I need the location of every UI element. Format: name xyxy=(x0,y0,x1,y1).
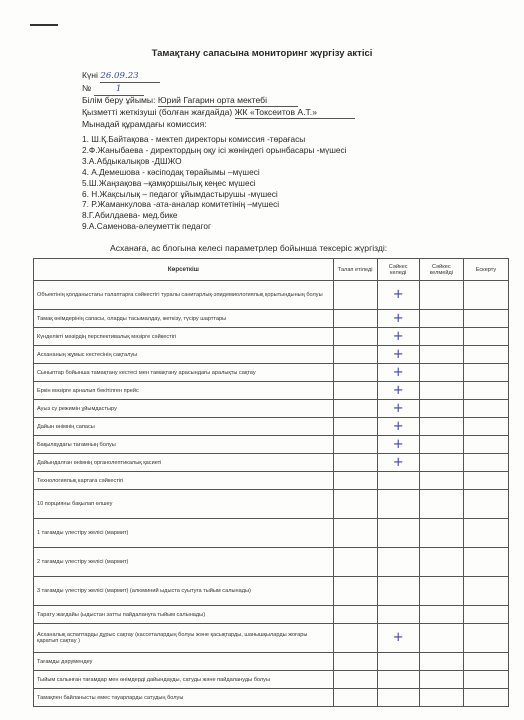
table-row xyxy=(34,364,509,382)
table-row xyxy=(34,671,509,689)
compliant-mark xyxy=(377,689,419,707)
compliant-mark: + xyxy=(377,624,419,653)
compliant-mark: + xyxy=(377,418,419,436)
table-row xyxy=(34,472,509,490)
supplier-value: ЖК «Токсеитов А.Т.» xyxy=(235,107,355,119)
number-line xyxy=(82,83,144,96)
row-indicator: Тарату жағдайы (ыдыстан затты пайдалануға тыйым салынады) xyxy=(34,606,334,624)
row-indicator: 10 порцияны бақылап өлшеу xyxy=(34,490,334,519)
table-row xyxy=(34,490,509,519)
table-row xyxy=(34,624,509,653)
table-row xyxy=(34,346,509,364)
compliant-mark xyxy=(377,472,419,490)
inspection-intro: Асханаға, ас блогына келесі параметрлер бойынша тексеріс жүргізді: xyxy=(110,243,388,253)
compliant-mark: + xyxy=(377,400,419,418)
row-indicator: Сыныптар бойынша тамақтану кестесі мен тамақтану арасындағы аралықты сақтау xyxy=(34,364,334,382)
table-row xyxy=(34,328,509,346)
member-item: 9.А.Саменова-әлеуметтік педагог xyxy=(82,221,211,232)
school-value: Юрий Гагарин орта мектебі xyxy=(158,95,298,107)
row-indicator: Асханалық аспаптарды дұрыс сақтау (кассеталардың болуы және қасықтарды, шанышқыларды жоғары қаратып сақтау ) xyxy=(34,624,334,653)
row-indicator: Еркін мәзірге арналып бекітілген прейс xyxy=(34,382,334,400)
table-row xyxy=(34,400,509,418)
row-indicator: Асхананың жұмыс кестесінің сақталуы xyxy=(34,346,334,364)
header-required: Талап етіледі xyxy=(333,259,377,281)
row-indicator: 1 тағамды үлестіру желісі (мармит) xyxy=(34,519,334,548)
table-row xyxy=(34,454,509,472)
row-indicator: Дайындалған өнімнің органолептикалық қасиеті xyxy=(34,454,334,472)
corner-mark xyxy=(30,24,58,26)
table-row xyxy=(34,577,509,606)
row-indicator: Дайын өнімнің сапасы xyxy=(34,418,334,436)
member-item: 3.А.Абдыкалықов -ДШЖО xyxy=(82,155,182,166)
date-line xyxy=(82,70,160,83)
member-item: 1. Ш.Қ.Байтақова - мектеп директоры комиссия -төрағасы xyxy=(82,134,306,144)
compliant-mark: + xyxy=(377,382,419,400)
compliant-mark: + xyxy=(377,328,419,346)
table-row xyxy=(34,653,509,671)
member-item: 7. Р.Жаманкулова -ата-аналар комитетінің –мүшесі xyxy=(82,199,280,210)
row-indicator: Тыйым салынған тағамдар мен өнімдерді дайындауды, сатуды және пайдалануды болуы xyxy=(34,671,334,689)
row-indicator: Бақылаудағы тағамның болуы xyxy=(34,436,334,454)
table-row xyxy=(34,310,509,328)
member-item: 5.Ш.Жаңзақова –қамқоршылық кеңес мүшесі xyxy=(82,177,256,188)
row-indicator: Тамақпен байланысты емес тауарларды сатудың болуы xyxy=(34,689,334,707)
table-row xyxy=(34,281,509,310)
compliant-mark: + xyxy=(377,310,419,328)
row-indicator: Технологиялық картаға сәйкестігі xyxy=(34,472,334,490)
row-indicator: 2 тағамды үлестіру желісі (мармит) xyxy=(34,548,334,577)
table-row xyxy=(34,519,509,548)
member-item: 4. А.Демешова - кәсіподақ төрайымы –мүшесі xyxy=(82,166,260,177)
table-row xyxy=(34,689,509,707)
supplier-line xyxy=(82,107,355,119)
header-indicator: Көрсеткіш xyxy=(34,259,334,281)
compliant-mark: + xyxy=(377,436,419,454)
table-row xyxy=(34,436,509,454)
compliant-mark: + xyxy=(377,364,419,382)
compliant-mark xyxy=(377,606,419,624)
date-label: Күні xyxy=(82,70,98,80)
number-value: 1 xyxy=(94,84,144,96)
members-list xyxy=(82,134,347,232)
header-note: Ескерту xyxy=(463,259,508,281)
compliant-mark: + xyxy=(377,281,419,310)
compliant-mark: + xyxy=(377,346,419,364)
row-indicator: Объектінің қолданыстағы талаптарға сәйкестігі туралы санитарлық-эпидемиологиялық қорытындының болуы xyxy=(34,281,334,310)
row-indicator: Ауыз су режимін ұйымдастыру xyxy=(34,400,334,418)
table-row xyxy=(34,548,509,577)
row-indicator: 3 тағамды үлестіру желісі (мармит) (алюминий ыдыста суытуға тыйым салынады) xyxy=(34,577,334,606)
member-item: 8.Г.Абилдаева- мед.бике xyxy=(82,210,178,221)
compliant-mark xyxy=(377,671,419,689)
row-indicator: Тамақ өнімдерінің сапасы, оларды тасымалдау, жеткізу, түсіру шарттары xyxy=(34,310,334,328)
school-label: Білім беру ұйымы: xyxy=(82,95,156,105)
date-value: 26.09.23 xyxy=(100,71,160,83)
row-indicator: Тағамды дәрумендеу xyxy=(34,653,334,671)
compliant-mark xyxy=(377,519,419,548)
compliant-mark xyxy=(377,548,419,577)
table-row xyxy=(34,418,509,436)
table-row xyxy=(34,382,509,400)
header-compliant: Сәйкес келеді xyxy=(377,259,419,281)
table-header-row xyxy=(34,259,509,281)
supplier-label: Қызметті жеткізуші (болған жағдайда) xyxy=(82,107,233,117)
school-line xyxy=(82,95,298,107)
compliant-mark xyxy=(377,577,419,606)
document-title: Тамақтану сапасына мониторинг жүргізу актісі xyxy=(151,48,373,59)
compliant-mark xyxy=(377,653,419,671)
table-row xyxy=(34,606,509,624)
header-noncompliant: Сәйкес келмейді xyxy=(419,259,463,281)
compliant-mark xyxy=(377,490,419,519)
inspection-table xyxy=(33,258,509,707)
compliant-mark: + xyxy=(377,454,419,472)
number-label: № xyxy=(82,83,92,93)
member-item: 2.Ф.Жаныбаева - директордың оқу ісі жөніндегі орынбасары -мүшесі xyxy=(82,144,347,155)
commission-heading: Мынадай құрамдағы комиссия: xyxy=(82,119,207,129)
member-item: 6. Н.Жақсылық – педагог ұйымдастырушы -мүшесі xyxy=(82,188,278,199)
row-indicator: Күнделікті мәзірдің перспективалық мәзірге сәйкестігі xyxy=(34,328,334,346)
